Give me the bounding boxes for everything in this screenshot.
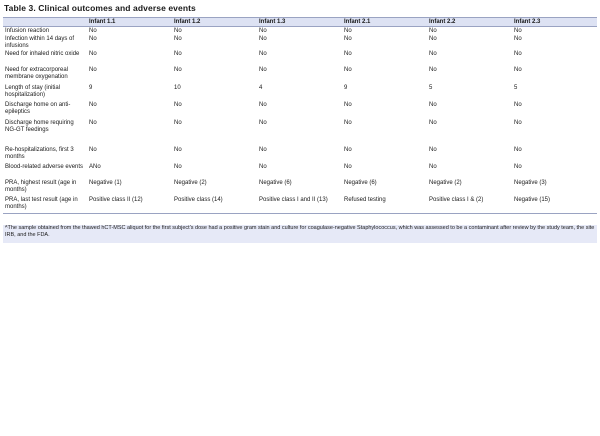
row-label: Infection within 14 days of infusions — [5, 36, 75, 49]
table-cell: No — [344, 102, 352, 108]
table-cell: No — [259, 164, 267, 170]
table-cell: Negative (1) — [89, 180, 122, 186]
table-cell: No — [89, 120, 97, 126]
table-cell: No — [174, 67, 182, 73]
row-label: PRA, last test result (age in months) — [3, 196, 87, 213]
table-cell: 9 — [89, 85, 93, 91]
table-cell: No — [259, 147, 267, 153]
table-cell: No — [344, 51, 352, 57]
table-row — [3, 179, 597, 196]
table-row — [3, 50, 597, 66]
table-cell: No — [514, 51, 522, 57]
table-cell: No — [344, 147, 352, 153]
header-cell-infant-1-1: Infant 1.1 — [87, 18, 172, 27]
table-cell: No — [259, 102, 267, 108]
table-cell: No — [174, 36, 182, 42]
table-cell: No — [344, 120, 352, 126]
table-cell: 5 — [514, 85, 518, 91]
table-row — [3, 146, 597, 163]
row-label: Discharge home on anti-epileptics — [5, 102, 71, 115]
table-cell: 4 — [259, 85, 263, 91]
table-cell: No — [344, 67, 352, 73]
table-cell: No — [429, 51, 437, 57]
table-cell: No — [344, 36, 352, 42]
table-row — [3, 27, 597, 36]
table-cell: No — [259, 36, 267, 42]
table-cell: No — [259, 120, 267, 126]
table-cell: Negative (3) — [514, 180, 547, 186]
row-label: Need for inhaled nitric oxide — [5, 51, 80, 57]
row-label: Discharge home requiring NG-GT feedings — [5, 120, 74, 133]
row-label: Re-hospitalizations, first 3 months — [5, 147, 74, 160]
table-cell: No — [174, 28, 182, 34]
table-cell: No — [514, 36, 522, 42]
table-cell: Refused testing — [342, 196, 427, 213]
table-cell: No — [429, 147, 437, 153]
table-cell: No — [429, 28, 437, 34]
table-cell: No — [429, 120, 437, 126]
table-cell: 10 — [174, 85, 181, 91]
header-cell-blank — [3, 18, 87, 27]
table-cell: No — [514, 164, 522, 170]
table-row — [3, 84, 597, 101]
table-cell: No — [89, 67, 97, 73]
table-cell: Negative (2) — [174, 180, 207, 186]
table-row — [3, 119, 597, 146]
table-title: Table 3. Clinical outcomes and adverse events — [4, 3, 196, 13]
table-cell: Negative (6) — [259, 180, 292, 186]
table-cell: Negative (2) — [429, 180, 462, 186]
row-label: Need for extracorporeal membrane oxygenation — [5, 67, 69, 80]
table-header-row — [3, 18, 597, 27]
table-cell: Positive class I and II (13) — [257, 196, 342, 213]
table-row — [3, 163, 597, 179]
table-cell: No — [514, 28, 522, 34]
table-cell: No — [429, 102, 437, 108]
header-cell-infant-1-2: Infant 1.2 — [172, 18, 257, 27]
table-cell: No — [174, 51, 182, 57]
table-row — [3, 196, 597, 213]
table-cell: No — [259, 28, 267, 34]
table-cell: No — [174, 147, 182, 153]
table-cell: Negative (15) — [512, 196, 597, 213]
table-cell: Positive class (14) — [172, 196, 257, 213]
table-cell: No — [259, 67, 267, 73]
table-cell: Positive class I & (2) — [427, 196, 512, 213]
row-label: Infusion reaction — [5, 28, 50, 34]
table-cell: No — [514, 67, 522, 73]
table-cell: No — [514, 147, 522, 153]
table-cell: No — [429, 67, 437, 73]
table-cell: No — [174, 164, 182, 170]
table-cell: No — [429, 164, 437, 170]
table-cell: No — [89, 51, 97, 57]
table-cell: 5 — [429, 85, 433, 91]
header-cell-infant-1-3: Infant 1.3 — [257, 18, 342, 27]
table-cell: No — [89, 102, 97, 108]
header-cell-infant-2-3: Infant 2.3 — [512, 18, 597, 27]
row-label: Length of stay (initial hospitalization) — [5, 85, 61, 98]
table-cell: Negative (6) — [344, 180, 377, 186]
table-cell: No — [344, 164, 352, 170]
table-row — [3, 66, 597, 84]
table-cell: No — [344, 28, 352, 34]
table-row — [3, 35, 597, 50]
table-cell: ANo — [89, 164, 101, 170]
table-cell: No — [514, 102, 522, 108]
header-cell-infant-2-1: Infant 2.1 — [342, 18, 427, 27]
table-cell: No — [89, 28, 97, 34]
table-cell: Positive class II (12) — [87, 196, 172, 213]
table-footnote: ᴬThe sample obtained from the thawed hCT-MSC aliquot for the first subject's dose had a positive gram stain and culture for coagulase-negative Staphylococcus, which was assessed to be a contaminant after review by the study team, the site IRB, and the FDA. — [3, 225, 597, 243]
table-cell: No — [89, 147, 97, 153]
table-cell: No — [514, 120, 522, 126]
table-cell: No — [174, 120, 182, 126]
header-cell-infant-2-2: Infant 2.2 — [427, 18, 512, 27]
table-row — [3, 101, 597, 119]
table-cell: No — [259, 51, 267, 57]
outcomes-table — [3, 17, 597, 214]
table-cell: No — [429, 36, 437, 42]
row-label: Blood-related adverse events — [5, 164, 84, 170]
table-cell: No — [174, 102, 182, 108]
row-label: PRA, highest result (age in months) — [5, 180, 77, 193]
table-cell: No — [89, 36, 97, 42]
table-cell: 9 — [344, 85, 348, 91]
